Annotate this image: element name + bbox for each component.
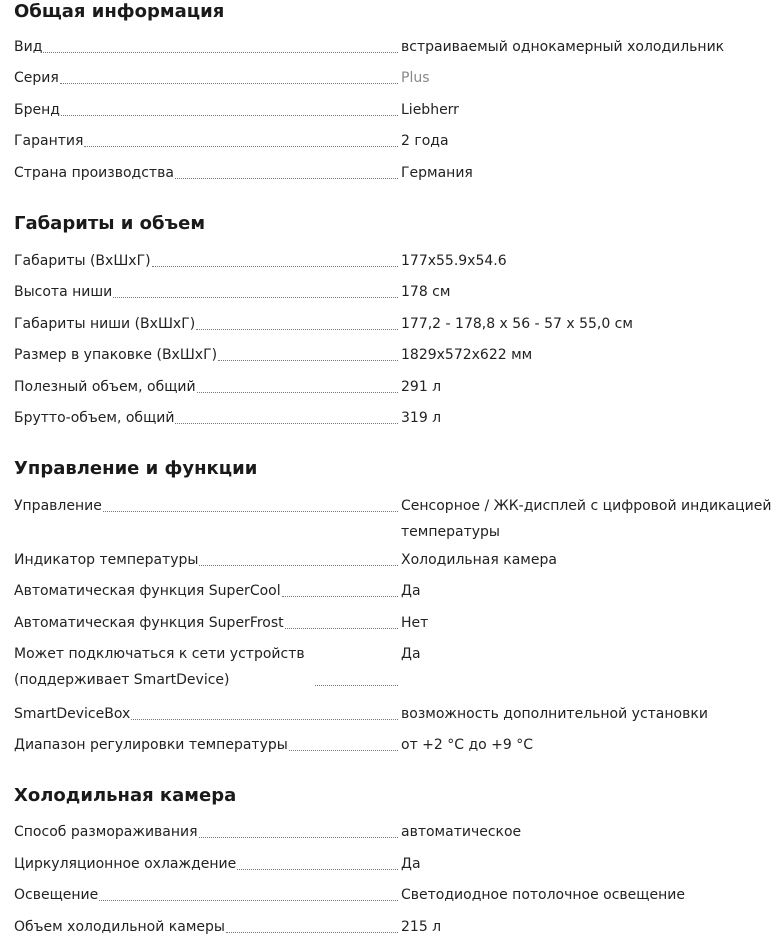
spec-name: Может подключаться к сети устройств (поддерживает SmartDevice)	[14, 641, 314, 693]
spec-name: Габариты ниши (ВхШхГ)	[14, 311, 195, 337]
spec-value: встраиваемый однокамерный холодильник	[401, 39, 725, 55]
dotted-leader	[196, 328, 398, 330]
spec-name-cell	[14, 342, 398, 368]
spec-value: 177,2 - 178,8 x 56 - 57 x 55,0 см	[401, 316, 633, 332]
spec-name-cell	[14, 34, 398, 60]
spec-name-cell	[14, 547, 398, 573]
spec-name: Вид	[14, 34, 42, 60]
dotted-leader	[152, 265, 398, 267]
spec-name: Гарантия	[14, 128, 83, 154]
spec-value: 2 года	[401, 133, 449, 149]
spec-value: Германия	[401, 165, 473, 181]
spec-value: Да	[401, 583, 421, 599]
spec-name: Автоматическая функция SuperFrost	[14, 610, 284, 636]
spec-value: Liebherr	[401, 102, 459, 118]
spec-name: Управление	[14, 493, 102, 519]
dotted-leader	[103, 510, 398, 512]
spec-name-cell	[14, 97, 398, 123]
spec-value: 215 л	[401, 919, 442, 935]
dotted-leader	[113, 296, 398, 298]
spec-name: Страна производства	[14, 160, 174, 186]
spec-name: Автоматическая функция SuperCool	[14, 578, 281, 604]
spec-value: 319 л	[401, 410, 442, 426]
spec-name-cell	[14, 279, 398, 305]
spec-name-cell	[14, 851, 398, 877]
spec-name-cell	[14, 914, 398, 940]
dotted-leader	[99, 899, 398, 901]
spec-name-cell	[14, 578, 398, 604]
dotted-leader	[199, 564, 398, 566]
spec-name: Объем холодильной камеры	[14, 914, 225, 940]
spec-name-cell	[14, 641, 398, 693]
spec-name: Циркуляционное охлаждение	[14, 851, 236, 877]
dotted-leader	[199, 836, 398, 838]
dotted-leader	[315, 684, 398, 686]
spec-value: автоматическое	[401, 824, 522, 840]
spec-value: Нет	[401, 615, 429, 631]
spec-value: Да	[401, 856, 421, 872]
spec-value: Да	[401, 646, 421, 662]
spec-name-cell	[14, 374, 398, 400]
dotted-leader	[237, 868, 398, 870]
dotted-leader	[43, 51, 398, 53]
spec-value: Светодиодное потолочное освещение	[401, 887, 685, 903]
spec-name: Бренд	[14, 97, 60, 123]
spec-value: возможность дополнительной установки	[401, 706, 708, 722]
spec-value: Холодильная камера	[401, 552, 557, 568]
dotted-leader	[61, 114, 398, 116]
spec-value: 178 см	[401, 284, 451, 300]
spec-name-cell	[14, 160, 398, 186]
spec-name: SmartDeviceBox	[14, 701, 130, 727]
dotted-leader	[226, 931, 398, 933]
section-title: Управление и функции	[14, 458, 258, 479]
dotted-leader	[282, 595, 398, 597]
dotted-leader	[218, 359, 398, 361]
dotted-leader	[84, 145, 398, 147]
dotted-leader	[131, 718, 398, 720]
spec-name-cell	[14, 701, 398, 727]
spec-name-cell	[14, 248, 398, 274]
spec-value: от +2 °C до +9 °C	[401, 737, 534, 753]
spec-name-cell	[14, 128, 398, 154]
spec-name: Брутто-объем, общий	[14, 405, 174, 431]
spec-name: Серия	[14, 65, 59, 91]
spec-name-cell	[14, 65, 398, 91]
spec-name-cell	[14, 405, 398, 431]
spec-name: Освещение	[14, 882, 98, 908]
section-title: Общая информация	[14, 1, 225, 22]
spec-name: Способ размораживания	[14, 819, 198, 845]
dotted-leader	[60, 82, 398, 84]
spec-name: Высота ниши	[14, 279, 112, 305]
spec-name: Размер в упаковке (ВхШхГ)	[14, 342, 217, 368]
dotted-leader	[285, 627, 398, 629]
spec-value: 1829x572x622 мм	[401, 347, 533, 363]
spec-name: Индикатор температуры	[14, 547, 198, 573]
spec-name-cell	[14, 610, 398, 636]
dotted-leader	[197, 391, 398, 393]
spec-name: Диапазон регулировки температуры	[14, 732, 288, 758]
spec-name-cell	[14, 493, 398, 519]
spec-value: 291 л	[401, 379, 442, 395]
spec-value: Сенсорное / ЖК-дисплей с цифровой индикацией температуры	[401, 498, 772, 540]
spec-name-cell	[14, 882, 398, 908]
spec-value: Plus	[401, 70, 430, 86]
dotted-leader	[175, 177, 398, 179]
section-title: Габариты и объем	[14, 213, 206, 234]
spec-name: Полезный объем, общий	[14, 374, 196, 400]
spec-name-cell	[14, 311, 398, 337]
spec-name-cell	[14, 819, 398, 845]
spec-name-cell	[14, 732, 398, 758]
spec-value: 177x55.9x54.6	[401, 253, 507, 269]
section-title: Холодильная камера	[14, 785, 237, 806]
dotted-leader	[175, 422, 398, 424]
spec-name: Габариты (ВхШхГ)	[14, 248, 151, 274]
dotted-leader	[289, 749, 398, 751]
